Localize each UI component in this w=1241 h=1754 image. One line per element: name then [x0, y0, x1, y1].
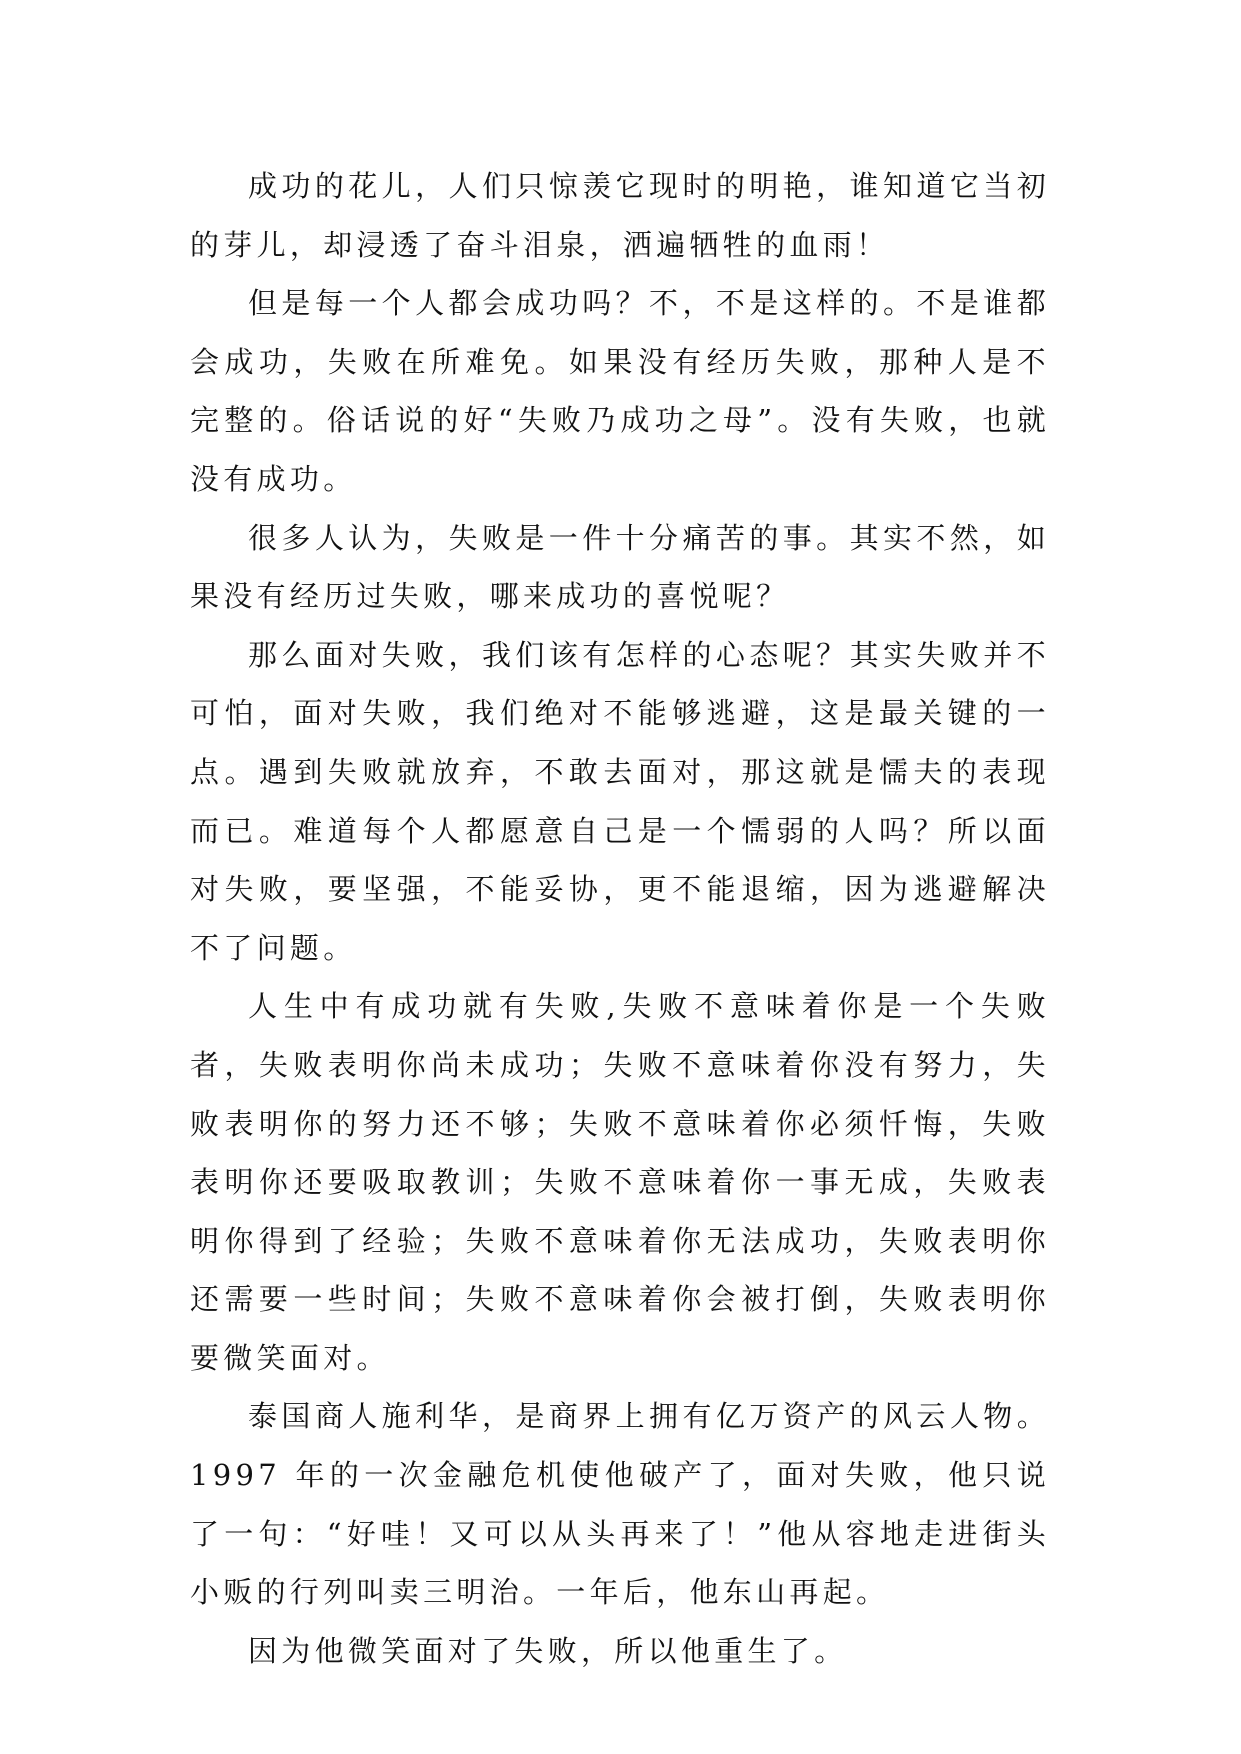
paragraph: 因为他微笑面对了失败，所以他重生了。: [248, 1633, 848, 1668]
document-body: [190, 157, 1050, 1680]
paragraph: 但是每一个人都会成功吗？不，不是这样的。不是谁都会成功，失败在所难免。如果没有经历失败，那种人是不完整的。俗话说的好“失败乃成功之母”。没有失败，也就没有成功。: [190, 286, 1050, 496]
paragraph: 泰国商人施利华，是商界上拥有亿万资产的风云人物。1997 年的一次金融危机使他破产了，面对失败，他只说了一句：“好哇！又可以从头再来了！”他从容地走进街头小贩的行列叫卖三明治。一年后，他东山再起。: [190, 1399, 1050, 1610]
paragraph: 成功的花儿，人们只惊羡它现时的明艳，谁知道它当初的芽儿，却浸透了奋斗泪泉，洒遍牺牲的血雨！: [190, 169, 1050, 262]
paragraph: 那么面对失败，我们该有怎样的心态呢？其实失败并不可怕，面对失败，我们绝对不能够逃避，这是最关键的一点。遇到失败就放弃，不敢去面对，那这就是懦夫的表现而已。难道每个人都愿意自己是一个懦弱的人吗？所以面对失败，要坚强，不能妥协，更不能退缩，因为逃避解决不了问题。: [190, 637, 1050, 965]
paragraph: 人生中有成功就有失败,失败不意味着你是一个失败者，失败表明你尚未成功；失败不意味着你没有努力，失败表明你的努力还不够；失败不意味着你必须忏悔，失败表明你还要吸取教训；失败不意味着你一事无成，失败表明你得到了经验；失败不意味着你无法成功，失败表明你还需要一些时间；失败不意味着你会被打倒，失败表明你要微笑面对。: [190, 989, 1050, 1375]
paragraph: 很多人认为，失败是一件十分痛苦的事。其实不然，如果没有经历过失败，哪来成功的喜悦呢？: [190, 520, 1050, 614]
